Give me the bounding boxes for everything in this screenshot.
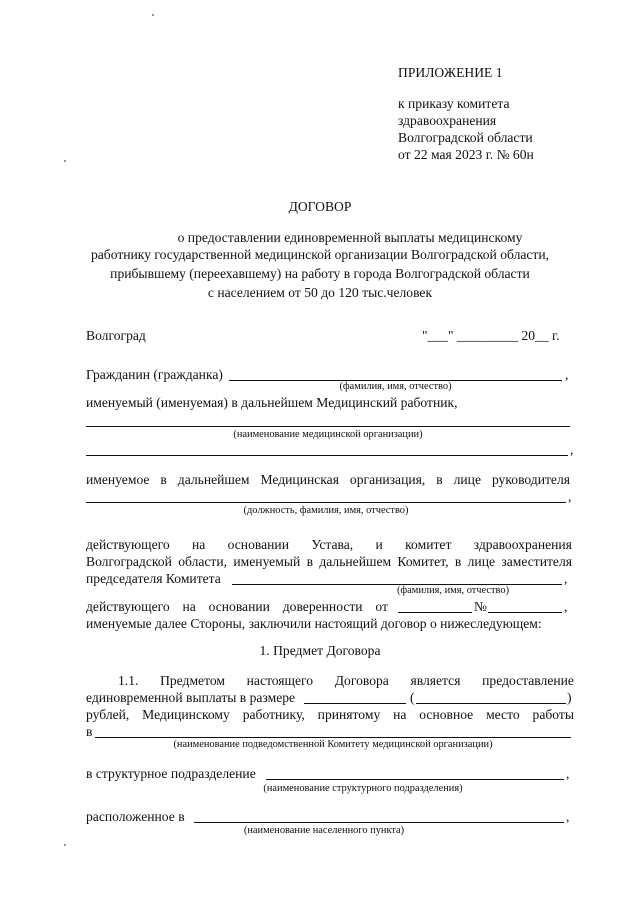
committee-text: Волгоградской области, именуемый в дальнейшем Комитет, в лице заместителя	[86, 554, 572, 569]
charter-word: действующего	[86, 537, 170, 552]
citizen-label: Гражданин (гражданка)	[86, 367, 223, 382]
punct-comma: ,	[564, 571, 568, 586]
clause-word: на	[393, 707, 407, 722]
clause-word: работы	[532, 707, 574, 722]
appendix-line: от 22 мая 2023 г. № 60н	[398, 147, 534, 162]
head-name-field[interactable]	[86, 502, 566, 503]
payment-label: единовременной выплаты в размере	[86, 690, 296, 705]
document-title: ДОГОВОР	[288, 199, 352, 214]
proxy-word: от	[375, 599, 388, 614]
clause-word: является	[410, 673, 461, 688]
charter-word: Устава,	[311, 537, 354, 552]
punct-paren-open: (	[410, 690, 415, 705]
clause-line	[118, 672, 574, 689]
punct-comma: ,	[570, 442, 574, 457]
proxy-word: основании	[208, 599, 270, 614]
place-city: Волгоград	[86, 328, 146, 343]
clause-word: работнику,	[242, 707, 305, 722]
deputy-label: председателя Комитета	[86, 571, 221, 586]
citizen-hint: (фамилия, имя, отчество)	[339, 381, 452, 392]
sub-org-field[interactable]	[95, 737, 571, 738]
clause-word: рублей,	[86, 707, 130, 722]
scan-speck	[64, 160, 66, 162]
subtitle-line: о предоставлении единовременной выплаты медицинскому	[177, 230, 523, 245]
division-hint: (наименование структурного подразделения)	[263, 783, 463, 794]
division-label: в структурное подразделение	[86, 766, 256, 781]
clause-word: Медицинскому	[142, 707, 230, 722]
clause-word: Предметом	[160, 673, 225, 688]
charter-word: на	[191, 537, 206, 552]
org-hint: (наименование медицинской организации)	[233, 429, 423, 440]
section-title: 1. Предмет Договора	[259, 643, 381, 658]
clause-word: Договора	[334, 673, 389, 688]
clause-prefix: в	[86, 724, 93, 739]
subtitle-line: прибывшему (переехавшему) на работу в города Волгоградской области	[110, 266, 530, 281]
charter-word: основании	[227, 537, 289, 552]
org-named-text: именуемое в дальнейшем Медицинская организация, в лице руководителя	[86, 472, 570, 487]
subtitle-line: работнику государственной медицинской организации Волгоградской области,	[90, 247, 550, 262]
payment-amount-words-field[interactable]	[416, 703, 566, 704]
clause-word: настоящего	[246, 673, 314, 688]
clause-word: предоставление	[482, 673, 574, 688]
payment-amount-field[interactable]	[304, 703, 406, 704]
clause-word: принятому	[317, 707, 381, 722]
subtitle-line: с населением от 50 до 120 тыс.человек	[207, 285, 433, 300]
punct-comma: ,	[568, 489, 572, 504]
scan-speck	[64, 844, 66, 846]
parties-text: именуемые далее Стороны, заключили настоящий договор о нижеследующем:	[86, 616, 542, 631]
punct-comma: ,	[566, 809, 570, 824]
proxy-number-field[interactable]	[488, 612, 562, 613]
clause-word: 1.1.	[118, 673, 139, 688]
org-name-field-2[interactable]	[86, 455, 568, 456]
deputy-hint: (фамилия, имя, отчество)	[396, 585, 510, 596]
charter-word: и	[375, 537, 383, 552]
appendix-title: ПРИЛОЖЕНИЕ 1	[398, 65, 503, 80]
charter-word: здравоохранения	[473, 537, 572, 552]
proxy-word: действующего	[86, 599, 170, 614]
clause-word: основное	[419, 707, 474, 722]
proxy-word: на	[182, 599, 196, 614]
clause-line	[86, 706, 574, 723]
punct-comma: ,	[566, 766, 570, 781]
settlement-hint: (наименование населенного пункта)	[243, 825, 405, 836]
org-name-field[interactable]	[86, 426, 570, 427]
located-label: расположенное в	[86, 809, 185, 824]
proxy-date-field[interactable]	[398, 612, 472, 613]
appendix-line: Волгоградской области	[398, 130, 533, 145]
charter-line	[86, 536, 572, 553]
proxy-number-sign: №	[474, 599, 487, 614]
appendix-line: здравоохранения	[398, 113, 497, 128]
proxy-line	[86, 598, 388, 615]
proxy-word: доверенности	[282, 599, 363, 614]
punct-comma: ,	[565, 367, 569, 382]
head-hint: (должность, фамилия, имя, отчество)	[243, 505, 409, 516]
settlement-field[interactable]	[194, 822, 564, 823]
punct-paren-close: )	[567, 690, 572, 705]
date-field[interactable]: "___" _________ 20__ г.	[422, 328, 560, 343]
division-field[interactable]	[266, 779, 564, 780]
punct-comma: ,	[564, 599, 568, 614]
scan-speck	[152, 14, 154, 16]
appendix-line: к приказу комитета	[398, 96, 510, 111]
citizen-named-text: именуемый (именуемая) в дальнейшем Медицинский работник,	[86, 395, 458, 410]
charter-word: комитет	[405, 537, 452, 552]
clause-word: место	[486, 707, 520, 722]
sub-org-hint: (наименование подведомственной Комитету медицинской организации)	[173, 739, 493, 750]
